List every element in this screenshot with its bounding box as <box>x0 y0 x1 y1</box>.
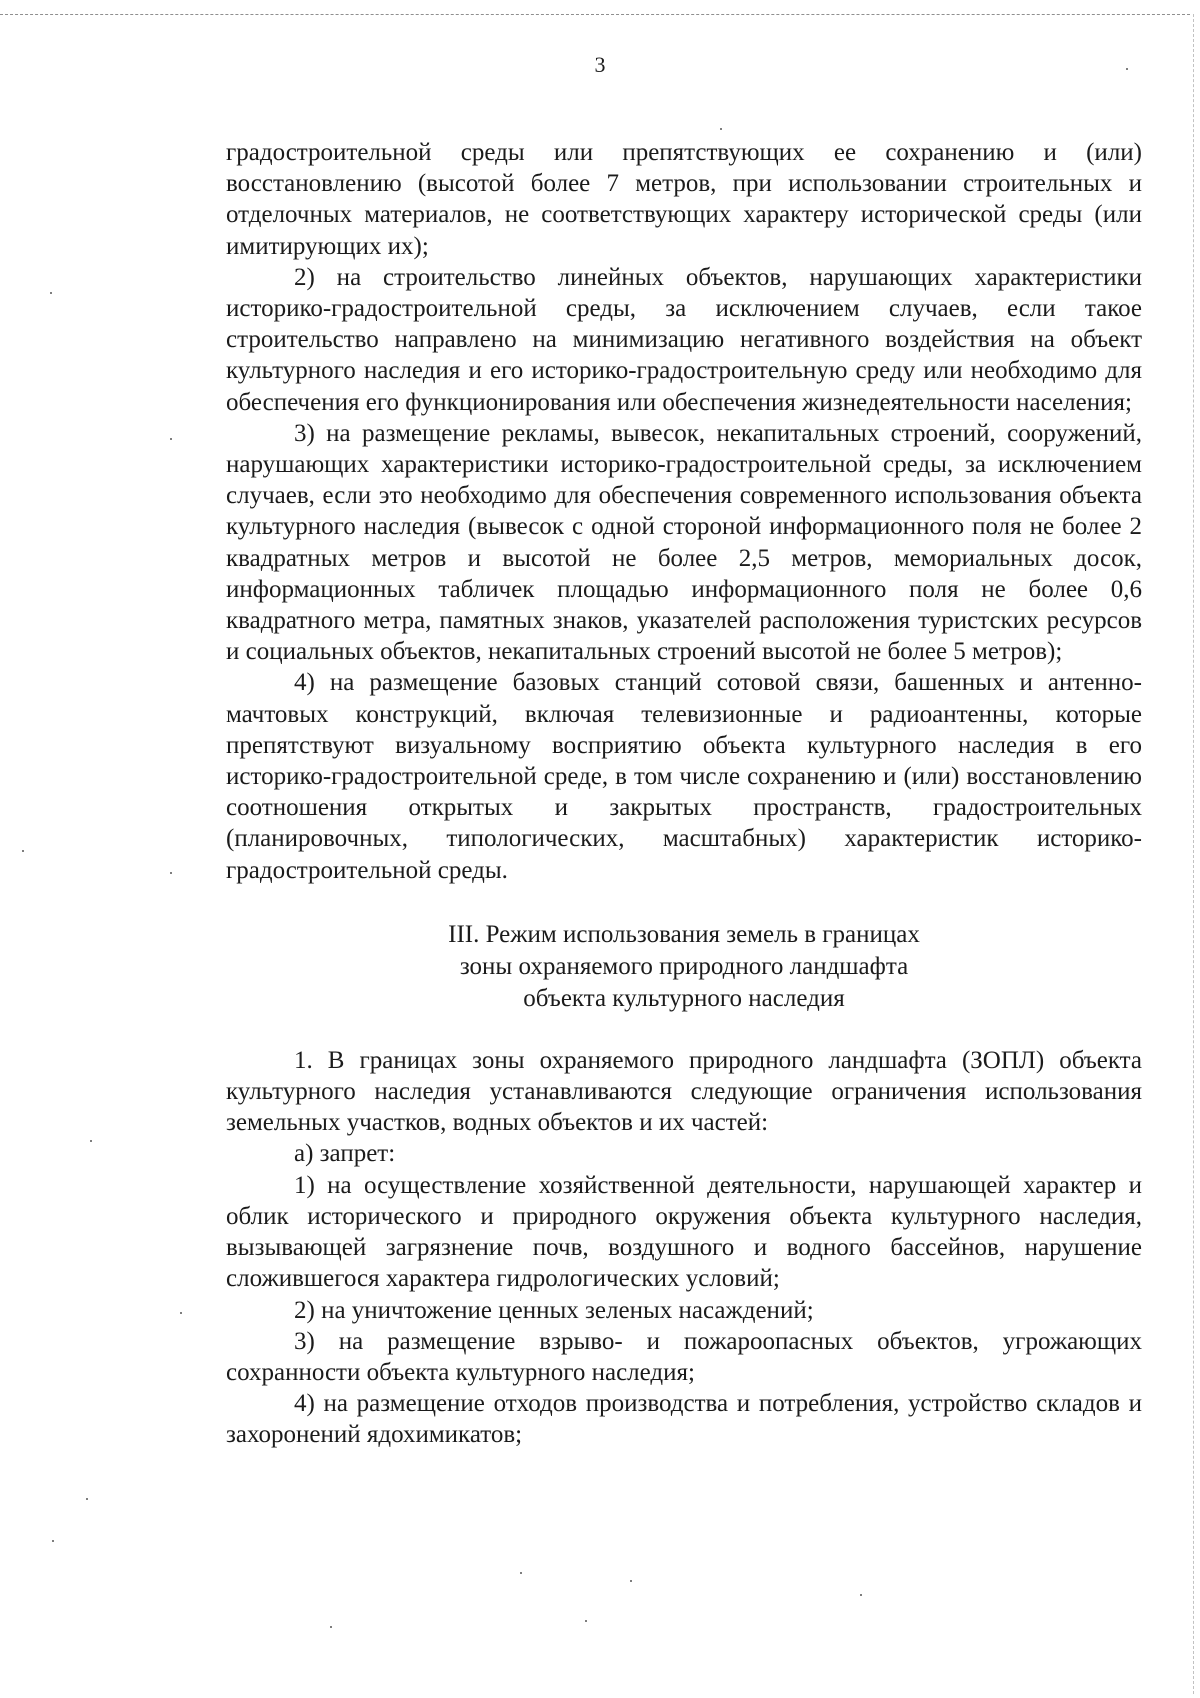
scan-speck <box>22 850 24 852</box>
scan-speck <box>585 1620 587 1622</box>
scan-speck <box>330 1626 332 1628</box>
scan-speck <box>860 1594 862 1596</box>
paragraph-zopl-intro: 1. В границах зоны охраняемого природного ландшафта (ЗОПЛ) объекта культурного наследия устанавливаются следующие ограничения использования земельных участков, водных объектов и их частей: <box>226 1046 1142 1137</box>
scan-speck <box>90 1140 92 1142</box>
scan-speck <box>170 438 172 440</box>
scan-speck <box>720 128 722 130</box>
scan-speck <box>86 1498 88 1500</box>
scan-speck <box>50 292 52 294</box>
paragraph-item-4: 4) на размещение базовых станций сотовой связи, башенных и антенно-мачтовых конструкций, включая телевизионные и радиоантенны, которые препятствуют визуальному восприятию объекта культурного наследия в его историко-градостроительной среде, в том числе сохранению и (или) восстановлению соотношения открытых и закрытых пространств, градостроительных (планировочных, типологических, масштабных) характеристик историко-градостроительной среды. <box>226 669 1142 884</box>
paragraph-prohibition-4: 4) на размещение отходов производства и потребления, устройство складов и захоронений ядохимикатов; <box>226 1390 1142 1449</box>
scan-border-right <box>1193 14 1194 1694</box>
scan-speck <box>1126 68 1128 70</box>
paragraph-prohibition-2: 2) на уничтожение ценных зеленых насаждений; <box>294 1296 814 1324</box>
section-heading-line-3: объекта культурного наследия <box>523 984 845 1012</box>
scan-speck <box>180 1312 182 1314</box>
paragraph-item-3: 3) на размещение рекламы, вывесок, некапитальных строений, сооружений, нарушающих характеристики историко-градостроительной среды, за исключением случаев, если это необходимо для обеспечения современного использования объекта культурного наследия (вывесок с одной стороной информационного поля не более 2 квадратных метров и высотой не более 2,5 метров, мемориальных досок, информационных табличек площадью информационного поля не более 0,6 квадратного метра, памятных знаков, указателей расположения туристских ресурсов и социальных объектов, некапитальных строений высотой не более 5 метров); <box>226 419 1142 666</box>
scan-speck <box>630 1580 632 1582</box>
scan-border-top <box>0 14 1190 15</box>
scan-speck <box>170 872 172 874</box>
paragraph-prohibition-label: а) запрет: <box>294 1140 396 1168</box>
paragraph-prohibition-3: 3) на размещение взрыво- и пожароопасных объектов, угрожающих сохранности объекта культурного наследия; <box>226 1327 1142 1386</box>
document-body <box>226 137 1142 1451</box>
section-heading-line-2: зоны охраняемого природного ландшафта <box>459 952 909 980</box>
paragraph-continuation: градостроительной среды или препятствующих ее сохранению и (или) восстановлению (высотой более 7 метров, при использовании строительных и отделочных материалов, не соответствующих характеру исторической среды (или имитирующих их); <box>226 139 1142 260</box>
paragraph-prohibition-1: 1) на осуществление хозяйственной деятельности, нарушающей характер и облик исторического и природного окружения объекта культурного наследия, вызывающей загрязнение почв, воздушного и водного бассейнов, нарушение сложившегося характера гидрологических условий; <box>226 1171 1142 1293</box>
page-number: 3 <box>594 52 606 77</box>
paragraph-item-2: 2) на строительство линейных объектов, нарушающих характеристики историко-градостроительной среды, за исключением случаев, если такое строительство направлено на минимизацию негативного воздействия на объект культурного наследия и его историко-градостроительную среду или необходимо для обеспечения его функционирования или обеспечения жизнедеятельности населения; <box>226 263 1142 416</box>
section-heading-line-1: III. Режим использования земель в границах <box>448 920 920 948</box>
section-heading <box>226 919 1142 1015</box>
scan-speck <box>520 1572 522 1574</box>
scan-speck <box>52 1540 54 1542</box>
